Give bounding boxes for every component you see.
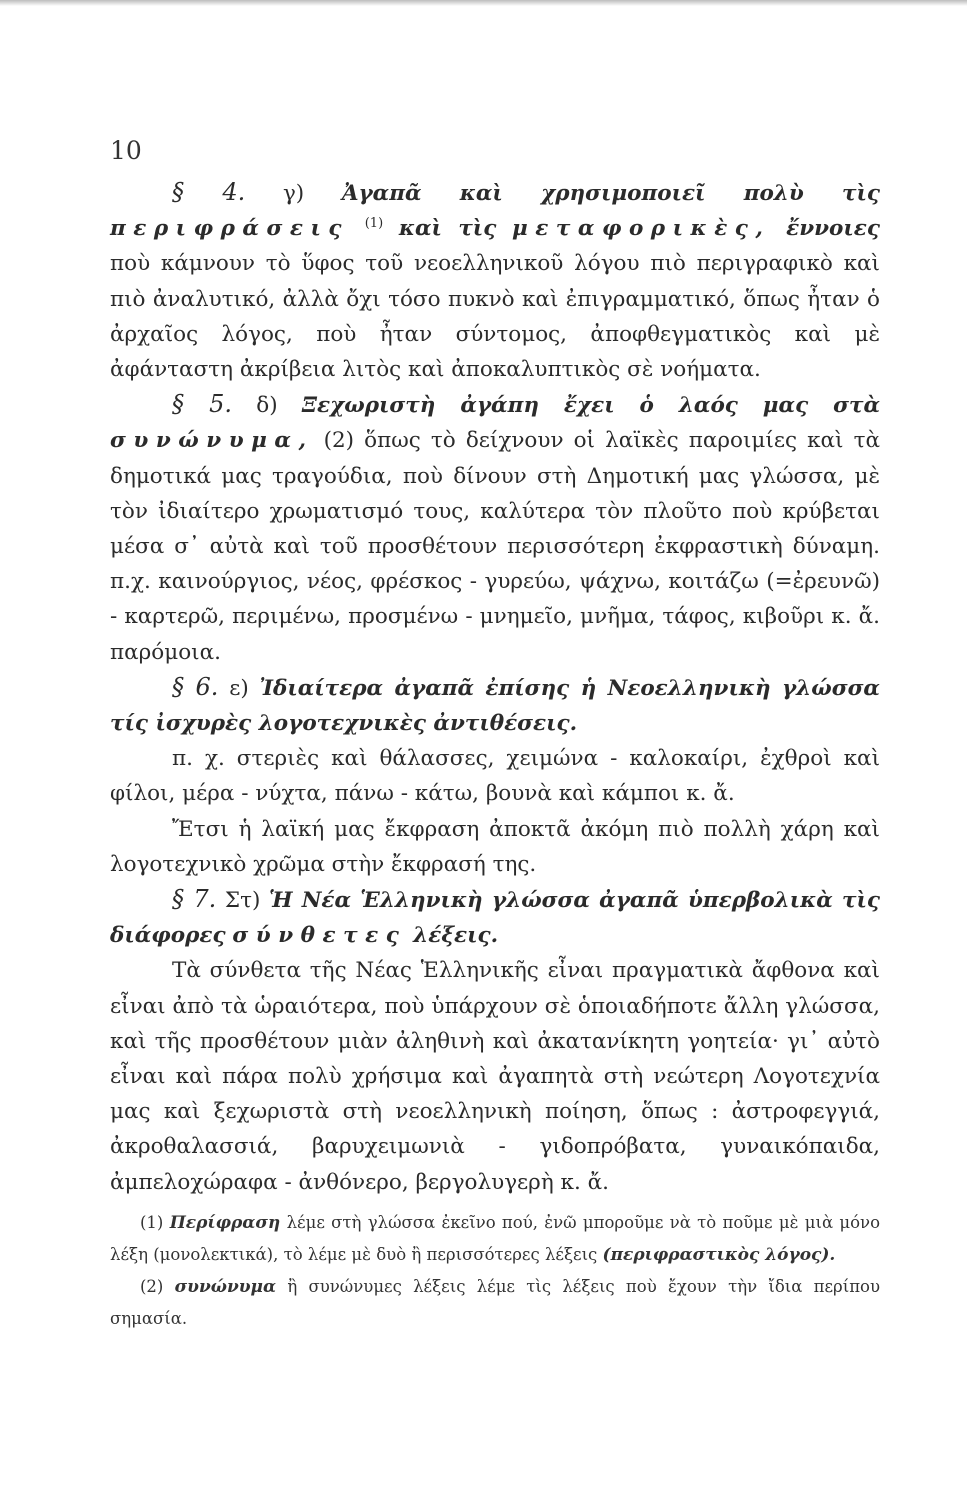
page-number: 10 <box>110 136 142 165</box>
emphasis-text: λέξεις. <box>413 923 499 949</box>
section-number: § 5. <box>172 390 232 419</box>
emphasis-text: Ἰδιαίτερα ἀγαπᾶ ἐπίσης ἡ Νεοελληνικὴ γλώσσα τίς ἰσχυρὲς λογοτεχνικὲς ἀντιθέσεις. <box>110 675 880 737</box>
spaced-term: συνώνυμα, <box>110 428 314 454</box>
footnote-number: (1) <box>140 1213 164 1232</box>
item-label: Στ) <box>224 888 261 914</box>
paragraph-continuation: Ἔτσι ἡ λαϊκή μας ἔκφραση ἀποκτᾶ ἀκόμη πιὸ πολλὴ χάρη καὶ λογοτεχνικὸ χρῶμα στὴν ἔκφρασή της. <box>110 816 880 877</box>
paragraph-section-6 <box>110 670 880 741</box>
spaced-term: περιφράσεις <box>110 216 349 242</box>
footnote-term: Περίφραση <box>169 1213 281 1233</box>
emphasis-text: Ἡ Νέα Ἑλληνικὴ γλώσσα ἀγαπᾶ ὑπερβολικὰ τὶς διάφορες <box>110 888 880 949</box>
section-number: § 6. <box>172 672 219 701</box>
paragraph-continuation: Τὰ σύνθετα τῆς Νέας Ἑλληνικῆς εἶναι πραγματικὰ ἄφθονα καὶ εἶναι ἀπὸ τὰ ὡραιότερα, ποὺ ὑπάρχουν σὲ ὁποιαδήποτε ἄλλη γλώσσα, καὶ τῆς προσθέτουν μιὰν ἀληθινὴ καὶ ἀκατανίκητη γοητεία· γι᾽ αὐτὸ εἶναι καὶ πάρα πολὺ χρήσιμα καὶ ἀγαπητὰ στὴ νεώτερη Λογοτεχνία μας καὶ ξεχωριστὰ στὴ νεοελληνικὴ ποίηση, ὅπως : ἀστροφεγγιά, ἀκροθαλασσιά, βαρυχειμωνιὰ - γιδοπρόβατα, γυναικόπαιδα, ἀμπελοχώραφα - ἀνθόνερο, βεργολυγερὴ κ. ἄ. <box>110 958 880 1195</box>
emphasis-text: ἔννοιες <box>786 216 880 242</box>
emphasis-text: καὶ τὶς <box>398 216 497 242</box>
emphasis-text: Ξεχωριστὴ ἀγάπη ἔχει ὁ λαός μας στὰ <box>301 393 880 419</box>
footnote-number: (2) <box>140 1277 164 1296</box>
footnote-reference: (2) <box>323 428 355 454</box>
paragraph-body: ποὺ κάμνουν τὸ ὕφος τοῦ νεοελληνικοῦ λόγου πιὸ περιγραφικὸ καὶ πιὸ ἀναλυτικό, ἀλλὰ ὄχι τόσο πυκνὸ καὶ ἐπιγραμματικό, ὅπως ἦταν ὁ ἀρχαῖος λόγος, ποὺ ἦταν σύντομος, ἀποφθεγματικὸς καὶ μὲ ἀφάνταστη ἀκρίβεια λιτὸς καὶ ἀποκαλυπτικὸς σὲ νοήματα. <box>110 251 880 383</box>
spaced-term: σύνθετες <box>232 923 407 949</box>
footnote-1 <box>110 1207 880 1271</box>
paragraph-section-7 <box>110 882 880 953</box>
section-number: § 7. <box>172 885 217 914</box>
section-number: § 4. <box>172 178 246 206</box>
footnote-2 <box>110 1271 880 1334</box>
paragraph-body: ὅπως τὸ δείχνουν οἱ λαϊκὲς παροιμίες καὶ τὰ δημοτικά μας τραγούδια, ποὺ δίνουν στὴ Δημοτική μας γλώσσα, μὲ τὸν ἰδιαίτερο χρωματισμό τους, καλύτερα τὸν πλοῦτο ποὺ κρύβεται μέσα σ᾽ αὐτὰ καὶ τοῦ προσθέτουν περισσότερη ἐκφραστικὴ δύναμη. π.χ. καινούργιος, νέος, φρέσκος - γυρεύω, ψάχνω, κοιτάζω (=ἐρευνῶ) - καρτερῶ, περιμένω, προσμένω - μνημεῖο, μνῆμα, τάφος, κιβοῦρι κ. ἄ. παρόμοια. <box>110 428 880 665</box>
footnote-term: (περιφραστικὸς λόγος). <box>602 1245 836 1265</box>
item-label: δ) <box>256 393 278 419</box>
page-top-edge <box>0 0 967 6</box>
footnotes <box>110 1207 880 1334</box>
spaced-term: μεταφορικὲς, <box>512 216 771 242</box>
footnote-text: λέμε στὴ γλώσσα ἐκεῖνο πού, ἐνῶ μποροῦμε νὰ τὸ ποῦμε μὲ μιὰ μόνο λέξη (μονολεκτικά), τὸ λέμε μὲ δυὸ ἢ περισσότερες λέξεις <box>110 1213 881 1264</box>
body-text <box>110 175 880 1200</box>
footnote-text: ἢ συνώνυμες λέξεις λέμε τὶς λέξεις ποὺ ἔχουν τὴν ἴδια περίπου σημασία. <box>110 1277 881 1328</box>
emphasis-text: Ἀγαπᾶ καὶ χρησιμοποιεῖ πολὺ τὶς <box>341 181 881 206</box>
paragraph-section-4 <box>110 175 880 387</box>
footnote-reference: (1) <box>364 216 384 232</box>
item-label: ε) <box>229 675 249 701</box>
footnote-term: συνώνυμα <box>174 1277 277 1297</box>
paragraph-section-5 <box>110 387 880 670</box>
paragraph-examples: π. χ. στεριὲς καὶ θάλασσες, χειμώνα - καλοκαίρι, ἐχθροὶ καὶ φίλοι, μέρα - νύχτα, πάνω - κάτω, βουνὰ καὶ κάμποι κ. ἄ. <box>110 746 880 807</box>
item-label: γ) <box>282 181 305 206</box>
